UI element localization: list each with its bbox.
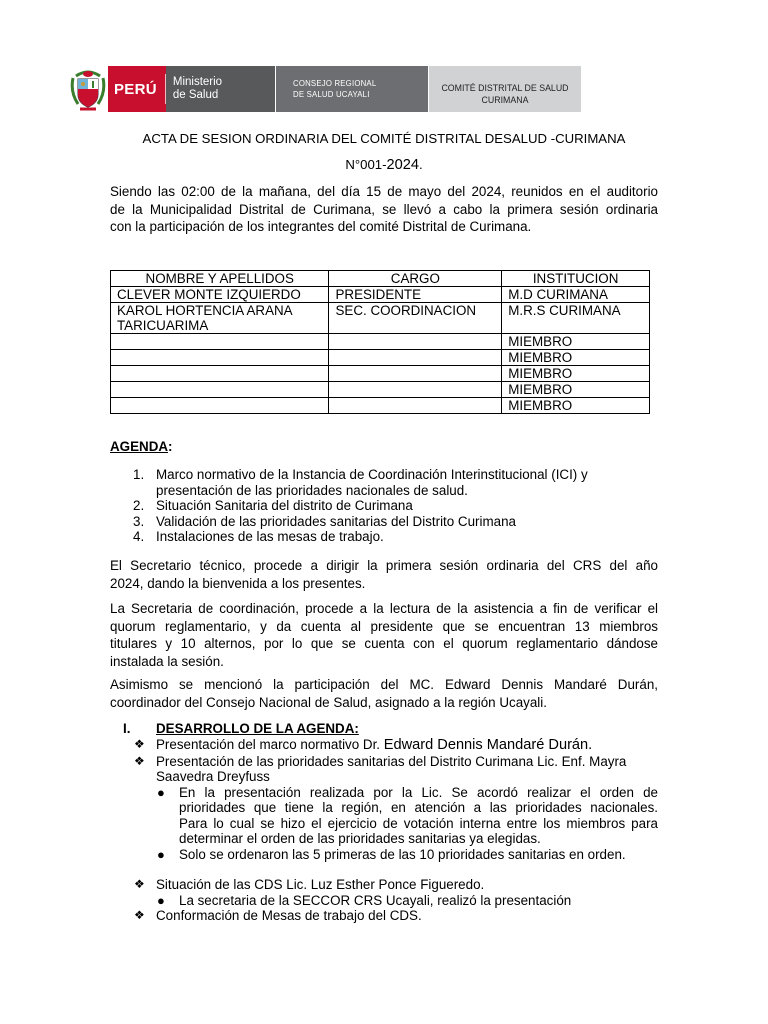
table-row bbox=[111, 303, 650, 334]
paragraph-line: Asimismo se mencionó la participación del MC. Edward Dennis Mandaré Durán, bbox=[110, 677, 658, 692]
diamond-bullet-icon: ❖ bbox=[134, 737, 145, 751]
list-item bbox=[110, 467, 658, 498]
cell-institucion: MIEMBRO bbox=[502, 398, 650, 414]
comite-distrital-block bbox=[429, 66, 581, 112]
ministerio-line1: Ministerio bbox=[172, 76, 223, 88]
number-prefix: N°001- bbox=[345, 157, 387, 172]
cell-cargo bbox=[329, 382, 502, 398]
desarrollo-bullets bbox=[110, 737, 658, 924]
secretario-paragraph bbox=[110, 557, 658, 592]
table-row bbox=[111, 398, 650, 414]
table-row bbox=[111, 382, 650, 398]
list-item bbox=[110, 529, 658, 545]
coat-of-arms-icon bbox=[70, 66, 106, 112]
table-header-row bbox=[111, 271, 650, 287]
cell-cargo: PRESIDENTE bbox=[329, 287, 502, 303]
cell-cargo bbox=[329, 398, 502, 414]
consejo-regional-block bbox=[276, 66, 428, 112]
document-title: ACTA DE SESION ORDINARIA DEL COMITÉ DISTRITAL DESALUD -CURIMANA bbox=[142, 131, 626, 146]
bullet-text: Situación de las CDS Lic. Luz Esther Ponce Figueredo. bbox=[156, 877, 485, 892]
agenda-heading bbox=[110, 439, 173, 454]
cell-cargo bbox=[329, 366, 502, 382]
bullet-text: En la presentación realizada por la Lic. Se acordó realizar el orden de bbox=[179, 784, 658, 800]
list-item bbox=[110, 847, 658, 863]
cell-institucion: MIEMBRO bbox=[502, 334, 650, 350]
table-row bbox=[111, 366, 650, 382]
number-year: 2024 bbox=[386, 157, 419, 173]
col-header-institucion: INSTITUCION bbox=[502, 271, 650, 287]
list-item-text: Marco normativo de la Instancia de Coordinación Interinstitucional (ICI) y bbox=[156, 467, 588, 482]
list-number: 4. bbox=[133, 529, 145, 544]
asimismo-paragraph bbox=[110, 676, 658, 711]
intro-paragraph bbox=[110, 183, 658, 236]
diamond-bullet-icon: ❖ bbox=[134, 877, 145, 891]
peru-label: PERÚ bbox=[114, 80, 157, 98]
bullet-text: Para lo cual se hizo el ejercicio de votación interna entre los miembros para bbox=[179, 815, 658, 831]
cell-cargo: SEC. COORDINACION bbox=[329, 303, 502, 334]
ministerio-line2: de Salud bbox=[172, 89, 219, 101]
dot-bullet-icon: ● bbox=[157, 784, 165, 800]
bullet-text: Presentación del marco normativo Dr. bbox=[156, 737, 384, 752]
intro-line: con la participación de los integrantes del comité Distrital de Curimana. bbox=[110, 219, 532, 234]
list-number: 3. bbox=[133, 513, 145, 529]
list-item bbox=[110, 877, 658, 893]
list-number: 1. bbox=[133, 467, 145, 482]
list-item bbox=[110, 737, 658, 754]
cell-institucion: M.R.S CURIMANA bbox=[502, 303, 650, 334]
cell-nombre: CLEVER MONTE IZQUIERDO bbox=[111, 287, 329, 303]
cell-nombre bbox=[111, 334, 329, 350]
comite-line1: COMITÉ DISTRITAL DE SALUD bbox=[441, 83, 569, 93]
paragraph-line: coordinador del Consejo Nacional de Salud, asignado a la región Ucayali. bbox=[110, 694, 547, 710]
cell-nombre: KAROL HORTENCIA ARANA TARICUARIMA bbox=[111, 303, 329, 334]
list-item bbox=[110, 498, 658, 514]
list-number: 2. bbox=[133, 498, 145, 513]
bullet-text: La secretaria de la SECCOR CRS Ucayali, realizó la presentación bbox=[179, 892, 572, 908]
diamond-bullet-icon: ❖ bbox=[134, 753, 145, 768]
bullet-text: Conformación de Mesas de trabajo del CDS. bbox=[156, 908, 422, 923]
peru-logo bbox=[108, 66, 275, 112]
roman-numeral: I. bbox=[123, 721, 131, 736]
agenda-colon: : bbox=[168, 439, 173, 454]
paragraph-line: El Secretario técnico, procede a dirigir la primera sesión ordinaria del CRS del año bbox=[110, 558, 658, 573]
list-item bbox=[110, 754, 658, 785]
cell-nombre bbox=[111, 350, 329, 366]
desarrollo-heading bbox=[110, 721, 359, 736]
bullet-text: Saavedra Dreyfuss bbox=[156, 769, 270, 784]
cell-nombre bbox=[111, 382, 329, 398]
cell-institucion: M.D CURIMANA bbox=[502, 287, 650, 303]
diamond-bullet-icon: ❖ bbox=[134, 908, 145, 922]
table-row bbox=[111, 287, 650, 303]
dot-bullet-icon: ● bbox=[157, 892, 165, 908]
cell-cargo bbox=[329, 334, 502, 350]
col-header-nombre: NOMBRE Y APELLIDOS bbox=[111, 271, 329, 287]
list-item bbox=[110, 785, 658, 847]
desarrollo-heading-text: DESARROLLO DE LA AGENDA: bbox=[156, 721, 359, 736]
list-item bbox=[110, 893, 658, 909]
bullet-text: determinar el orden de las prioridades sanitarias ya elegidas. bbox=[179, 831, 541, 846]
dot-bullet-icon: ● bbox=[157, 846, 165, 862]
secretaria-paragraph bbox=[110, 600, 658, 670]
comite-line2: CURIMANA bbox=[481, 95, 529, 105]
list-item bbox=[110, 514, 658, 530]
list-item-text: presentación de las prioridades nacionales de salud. bbox=[156, 482, 468, 498]
header-banner bbox=[70, 66, 581, 112]
list-item-text: Validación de las prioridades sanitarias del Distrito Curimana bbox=[156, 513, 516, 529]
list-item-text: Situación Sanitaria del distrito de Curimana bbox=[156, 498, 413, 513]
paragraph-line: instalada la sesión. bbox=[110, 653, 224, 669]
consejo-line1: CONSEJO REGIONAL bbox=[293, 79, 377, 88]
table-row bbox=[111, 350, 650, 366]
spacer bbox=[110, 862, 658, 877]
agenda-heading-text: AGENDA bbox=[110, 439, 169, 454]
cell-nombre bbox=[111, 366, 329, 382]
ministerio-label bbox=[166, 66, 275, 112]
bullet-name: Edward Dennis Mandaré Durán. bbox=[383, 737, 593, 753]
list-item-text: Instalaciones de las mesas de trabajo. bbox=[156, 529, 384, 544]
bullet-text: Solo se ordenaron las 5 primeras de las 10 prioridades sanitarias en orden. bbox=[179, 846, 626, 862]
intro-line: de la Municipalidad Distrital de Curimana, se llevó a cabo la primera sesión ordinaria bbox=[110, 201, 658, 217]
intro-line: Siendo las 02:00 de la mañana, del día 15 de mayo del 2024, reunidos en el auditorio bbox=[110, 184, 658, 199]
cell-institucion: MIEMBRO bbox=[502, 350, 650, 366]
cell-institucion: MIEMBRO bbox=[502, 366, 650, 382]
list-item bbox=[110, 908, 658, 924]
table-row bbox=[111, 334, 650, 350]
paragraph-line: quorum reglamentario, y da cuenta al presidente que se encuentran 13 miembros bbox=[110, 618, 658, 634]
paragraph-line: 2024, dando la bienvenida a los presentes. bbox=[110, 575, 366, 591]
cell-institucion: MIEMBRO bbox=[502, 382, 650, 398]
members-table bbox=[110, 270, 650, 414]
number-suffix: . bbox=[419, 157, 423, 172]
cell-cargo bbox=[329, 350, 502, 366]
agenda-list bbox=[110, 467, 658, 545]
bullet-text: prioridades que tiene la región, en atención a las prioridades nacionales. bbox=[179, 800, 658, 815]
col-header-cargo: CARGO bbox=[329, 271, 502, 287]
bullet-text: Presentación de las prioridades sanitarias del Distrito Curimana Lic. Enf. Mayra bbox=[156, 753, 627, 769]
document-number bbox=[110, 157, 658, 173]
paragraph-line: La Secretaria de coordinación, procede a la lectura de la asistencia a fin de verificar el bbox=[110, 601, 658, 616]
cell-nombre bbox=[111, 398, 329, 414]
consejo-line2: DE SALUD UCAYALI bbox=[293, 90, 370, 99]
paragraph-line: titulares y 10 alternos, por lo que se cuenta con el quorum reglamentario dándose bbox=[110, 636, 658, 651]
